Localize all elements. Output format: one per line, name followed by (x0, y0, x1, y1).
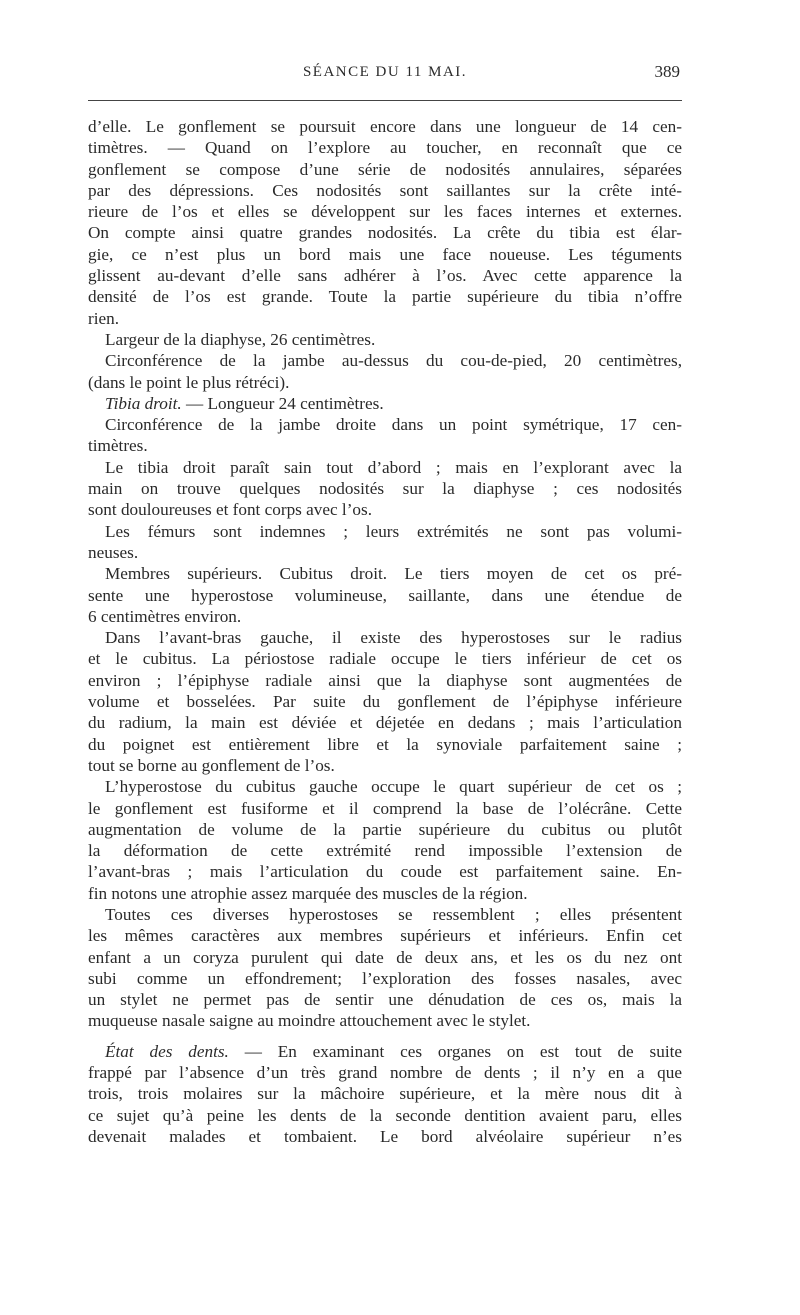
text-line (88, 521, 682, 542)
text-line (88, 1126, 682, 1147)
line-text: fin notons une atrophie assez marquée des muscles de la région. (88, 883, 528, 903)
text-line (88, 585, 682, 606)
text-line (88, 861, 682, 882)
line-text: par des dépressions. Ces nodosités sont saillantes sur la crête inté- (88, 180, 682, 200)
line-text: volume et bosselées. Par suite du gonflement de l’épiphyse inférieure (88, 692, 682, 712)
text-line (88, 925, 682, 946)
line-text: Dans l’avant-bras gauche, il existe des hyperostoses sur le radius (105, 628, 682, 648)
text-line (88, 776, 682, 797)
text-line (88, 244, 682, 265)
line-text: environ ; l’épiphyse radiale ainsi que la diaphyse sont augmentées de (88, 670, 682, 690)
text-line (88, 350, 682, 371)
text-line (88, 989, 682, 1010)
line-text: neuses. (88, 542, 139, 562)
paragraph-gap (88, 1032, 682, 1041)
line-text: du poignet est entièrement libre et la synoviale parfaitement saine ; (88, 734, 682, 754)
text-line (88, 201, 682, 222)
line-text: densité de l’os est grande. Toute la partie supérieure du tibia n’offre (88, 287, 682, 307)
text-line (88, 968, 682, 989)
text-line (88, 116, 682, 137)
text-line (88, 329, 682, 350)
text-line (88, 1062, 682, 1083)
line-text: gonflement se compose d’une série de nodosités annulaires, séparées (88, 159, 682, 179)
line-text: Toutes ces diverses hyperostoses se ressemblent ; elles présentent (105, 904, 682, 924)
text-line (88, 435, 682, 456)
line-text: tout se borne au gonflement de l’os. (88, 755, 335, 775)
line-text: Le tibia droit paraît sain tout d’abord ; mais en l’explorant avec la (105, 457, 682, 477)
line-text: trois, trois molaires sur la mâchoire supérieure, et la mère nous dit à (88, 1084, 682, 1104)
text-line (88, 670, 682, 691)
line-text: un stylet ne permet pas de sentir une dénudation de ces os, mais la (88, 990, 682, 1010)
line-text: subi comme un effondrement; l’exploration des fosses nasales, avec (88, 968, 682, 988)
italic-heading: Tibia droit. (105, 393, 182, 413)
line-text: rien. (88, 308, 120, 328)
line-text: gie, ce n’est plus un bord mais une face noueuse. Les téguments (88, 244, 682, 264)
line-text: Largeur de la diaphyse, 26 centimètres. (105, 329, 376, 349)
text-line (88, 1041, 682, 1062)
text-line (88, 499, 682, 520)
line-text: le gonflement est fusiforme et il comprend la base de l’olécrâne. Cette (88, 798, 682, 818)
line-text: augmentation de volume de la partie supérieure du cubitus ou plutôt (88, 819, 682, 839)
line-text: rieure de l’os et elles se développent sur les faces internes et externes. (88, 202, 682, 222)
text-line (88, 1010, 682, 1031)
line-text: Les fémurs sont indemnes ; leurs extrémités ne sont pas volumi- (105, 521, 682, 541)
line-text: enfant a un coryza purulent qui date de deux ans, et les os du nez ont (88, 947, 682, 967)
line-text: frappé par l’absence d’un très grand nombre de dents ; il n’y en a que (88, 1063, 682, 1083)
line-text: — Longueur 24 centimètres. (181, 393, 384, 413)
text-line (88, 734, 682, 755)
header-rule (88, 100, 682, 101)
text-line (88, 691, 682, 712)
line-text: muqueuse nasale saigne au moindre attouchement avec le stylet. (88, 1011, 531, 1031)
line-text: Circonférence de la jambe droite dans un point symétrique, 17 cen- (105, 415, 682, 435)
line-text: sente une hyperostose volumineuse, saillante, dans une étendue de (88, 585, 682, 605)
text-line (88, 457, 682, 478)
body-text (88, 116, 682, 1147)
text-line (88, 627, 682, 648)
text-line (88, 798, 682, 819)
text-line (88, 222, 682, 243)
text-line (88, 648, 682, 669)
line-text: On compte ainsi quatre grandes nodosités. La crête du tibia est élar- (88, 223, 682, 243)
line-text: timètres. — Quand on l’explore au toucher, en reconnaît que ce (88, 138, 682, 158)
text-line (88, 904, 682, 925)
text-line (88, 712, 682, 733)
line-text: glissent au-devant d’elle sans adhérer à l’os. Avec cette apparence la (88, 266, 682, 286)
line-text: devenait malades et tombaient. Le bord alvéolaire supérieur n’es (88, 1126, 682, 1146)
line-text: L’hyperostose du cubitus gauche occupe le quart supérieur de cet os ; (105, 777, 682, 797)
running-head (88, 64, 682, 88)
text-line (88, 1083, 682, 1104)
line-text: ce sujet qu’à peine les dents de la seconde dentition avaient paru, elles (88, 1105, 682, 1125)
line-text: les mêmes caractères aux membres supérieurs et inférieurs. Enfin cet (88, 926, 682, 946)
line-text: et le cubitus. La périostose radiale occupe le tiers inférieur de cet os (88, 649, 682, 669)
text-line (88, 180, 682, 201)
text-line (88, 563, 682, 584)
line-text: — En examinant ces organes on est tout de suite (228, 1041, 683, 1061)
line-text: main on trouve quelques nodosités sur la diaphyse ; ces nodosités (88, 479, 682, 499)
text-line (88, 265, 682, 286)
line-text: 6 centimètres environ. (88, 606, 242, 626)
text-line (88, 542, 682, 563)
text-line (88, 606, 682, 627)
text-line (88, 308, 682, 329)
text-line (88, 1105, 682, 1126)
line-text: la déformation de cette extrémité rend impossible l’extension de (88, 841, 682, 861)
line-text: timètres. (88, 436, 148, 456)
line-text: Membres supérieurs. Cubitus droit. Le tiers moyen de cet os pré- (105, 564, 682, 584)
line-text: l’avant-bras ; mais l’articulation du coude est parfaitement saine. En- (88, 862, 682, 882)
running-title: SÉANCE DU 11 MAI. (302, 64, 468, 80)
text-line (88, 393, 682, 414)
text-line (88, 137, 682, 158)
page-number: 389 (654, 62, 680, 81)
line-text: (dans le point le plus rétréci). (88, 372, 290, 392)
text-line (88, 840, 682, 861)
line-text: sont douloureuses et font corps avec l’os. (88, 500, 373, 520)
line-text: Circonférence de la jambe au-dessus du cou-de-pied, 20 centimètres, (105, 351, 682, 371)
italic-heading: État des dents. (105, 1041, 229, 1061)
text-line (88, 286, 682, 307)
text-line (88, 372, 682, 393)
text-line (88, 883, 682, 904)
text-line (88, 159, 682, 180)
text-line (88, 755, 682, 776)
text-line (88, 414, 682, 435)
line-text: d’elle. Le gonflement se poursuit encore dans une longueur de 14 cen- (88, 117, 682, 136)
text-line (88, 819, 682, 840)
line-text: du radium, la main est déviée et déjetée en dedans ; mais l’articulation (88, 713, 682, 733)
text-line (88, 947, 682, 968)
text-line (88, 478, 682, 499)
